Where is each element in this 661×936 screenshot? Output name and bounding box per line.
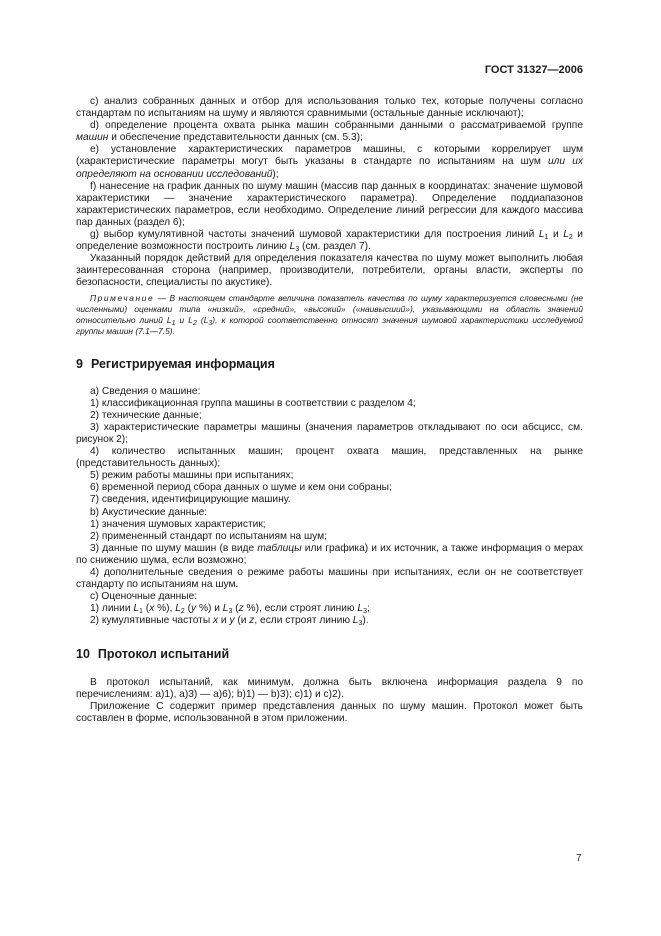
s9-item-b3: 3) данные по шуму машин (в виде таблицы или графика) и их источник, а также информация о мерах по снижению шума, если возможно; — [76, 542, 583, 566]
s9-item-b: b) Акустические данные: — [90, 506, 208, 518]
list-item-g: g) выбор кумулятивной частоты значений шумовой характеристики для построения линий $L_1$ и $L_2$ и определение возможности построить линию $L_3$ (см. раздел 7). — [76, 229, 583, 254]
s9-item-a: а) Сведения о машине: — [90, 385, 201, 397]
s9-item-c: с) Оценочные данные: — [90, 591, 198, 603]
page-content — [76, 96, 583, 725]
note-paragraph: Примечание — В настоящем стандарте величина показатель качества по шуму характеризуется словесными (не численными) оценками типа «низкий», «средний», «высокий» («наивысший»), указывающими на область значений относительно линий $L_1$ и $L_2$ $(L_3)$, к которой соответственно относят значения шумовой характеристики исследуемой группы машин (7.1—7.5). — [76, 292, 584, 336]
section-10-heading: 10 Протокол испытаний — [76, 647, 230, 662]
s10-paragraph-2: Приложение С содержит пример представления данных по шуму машин. Протокол может быть составлен в форме, использованной в этом приложении. — [76, 700, 583, 724]
s9-item-b4: 4) дополнительные сведения о режиме работы машины при испытаниях, если он не соответствует стандарту по испытаниям на шум. — [76, 567, 583, 591]
s10-paragraph-1: В протокол испытаний, как минимум, должна быть включена информация раздела 9 по перечислениям: а)1), а)3) — а)6); b)1) — b)3); с)1) и с)2). — [76, 676, 583, 700]
page-number: 7 — [576, 853, 582, 864]
s9-item-a3: 3) характеристические параметры машины (значения параметров откладывают по оси абсцисс, см. рисунок 2); — [76, 421, 583, 445]
list-item-d: d) определение процента охвата рынка машин собранными данными о рассматриваемой группе машин и обеспечение представительности данных (см. 5.3); — [76, 120, 583, 144]
s9-item-c1: 1) линии $L_1$ (x %), $L_2$ (y %) и $L_3$ (z %), если строят линию $L_3$; — [90, 603, 370, 616]
note-lead: Примечание — [90, 292, 155, 303]
document-id-header: ГОСТ 31327—2006 — [484, 64, 583, 76]
s9-item-a1: 1) классификационная группа машины в соответствии с разделом 4; — [90, 397, 416, 409]
s9-item-a5: 5) режим работы машины при испытаниях; — [90, 470, 294, 482]
s9-item-a6: 6) временной период сбора данных о шуме и кем они собраны; — [90, 482, 392, 494]
s9-item-b2: 2) примененный стандарт по испытаниям на шум; — [90, 530, 327, 542]
list-item-c: с) анализ собранных данных и отбор для использования только тех, которые получены согласно стандартам по испытаниям на шуму и являются сравнимыми (остальные данные исключают); — [76, 96, 583, 120]
s9-item-a2: 2) технические данные; — [90, 409, 202, 421]
section-9-heading: 9 Регистрируемая информация — [76, 356, 275, 371]
list-item-f: f) нанесение на график данных по шуму машин (массив пар данных в координатах: значение шумовой характеристики — значение характеристического параметра). Определение поддиапазонов характеристических параметров, если необходимо. Определение линий регрессии для каждого массива пар данных (раздел 6); — [76, 180, 583, 228]
s9-item-a7: 7) сведения, идентифицирующие машину. — [90, 494, 291, 506]
s9-item-a4: 4) количество испытанных машин; процент охвата машин, представленных на рынке (представительность данных); — [76, 446, 583, 470]
list-item-e: е) установление характеристических параметров машины, с которыми коррелирует шум (характеристические параметры могут быть указаны в стандарте по испытаниям на шум или их определяют на основании исследований); — [76, 144, 584, 180]
procedure-paragraph: Указанный порядок действий для определения показателя качества по шуму может выполнить любая заинтересованная сторона (например, производители, потребители, органы власти, эксперты по безопасности, специалисты по акустике). — [76, 253, 583, 289]
s9-item-c2: 2) кумулятивные частоты x и y (и z, если строят линию $L_3$). — [90, 615, 369, 628]
s9-item-b1: 1) значения шумовых характеристик; — [90, 518, 266, 530]
